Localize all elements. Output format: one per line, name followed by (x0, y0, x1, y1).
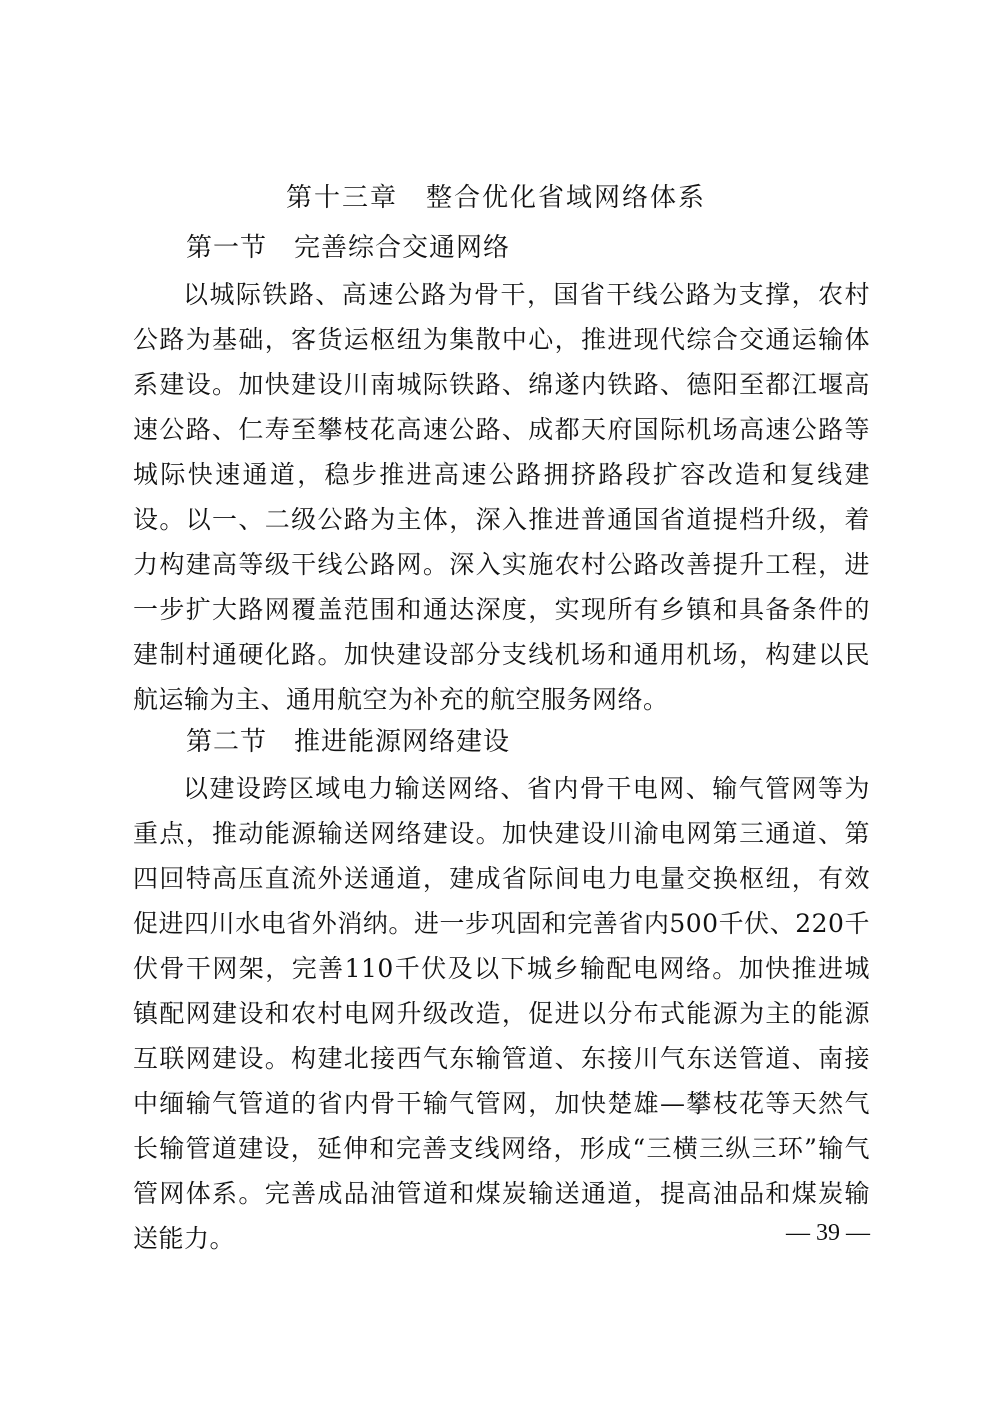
section-2-paragraph: 以建设跨区域电力输送网络、省内骨干电网、输气管网等为重点，推动能源输送网络建设。加快建设川渝电网第三通道、第四回特高压直流外送通道，建成省际间电力电量交换枢纽，有效促进四川水电省外消纳。进一步巩固和完善省内500千伏、220千伏骨干网架，完善110千伏及以下城乡输配电网络。加快推进城镇配网建设和农村电网升级改造，促进以分布式能源为主的能源互联网建设。构建北接西气东输管道、东接川气东送管道、南接中缅输气管道的省内骨干输气管网，加快楚雄—攀枝花等天然气长输管道建设，延伸和完善支线网络，形成“三横三纵三环”输气管网体系。完善成品油管道和煤炭输送通道，提高油品和煤炭输送能力。 (133, 774, 870, 1253)
section-heading-2: 第二节 推进能源网络建设 (186, 727, 511, 757)
section-1-paragraph: 以城际铁路、高速公路为骨干，国省干线公路为支撑，农村公路为基础，客货运枢纽为集散中心，推进现代综合交通运输体系建设。加快建设川南城际铁路、绵遂内铁路、德阳至都江堰高速公路、仁寿至攀枝花高速公路、成都天府国际机场高速公路等城际快速通道，稳步推进高速公路拥挤路段扩容改造和复线建设。以一、二级公路为主体，深入推进普通国省道提档升级，着力构建高等级干线公路网。深入实施农村公路改善提升工程，进一步扩大路网覆盖范围和通达深度，实现所有乡镇和具备条件的建制村通硬化路。加快建设部分支线机场和通用机场，构建以民航运输为主、通用航空为补充的航空服务网络。 (133, 280, 870, 714)
chapter-title: 第十三章 整合优化省域网络体系 (285, 183, 706, 213)
section-heading-1: 第一节 完善综合交通网络 (186, 233, 511, 263)
page-number: — 39 — (786, 1220, 870, 1246)
